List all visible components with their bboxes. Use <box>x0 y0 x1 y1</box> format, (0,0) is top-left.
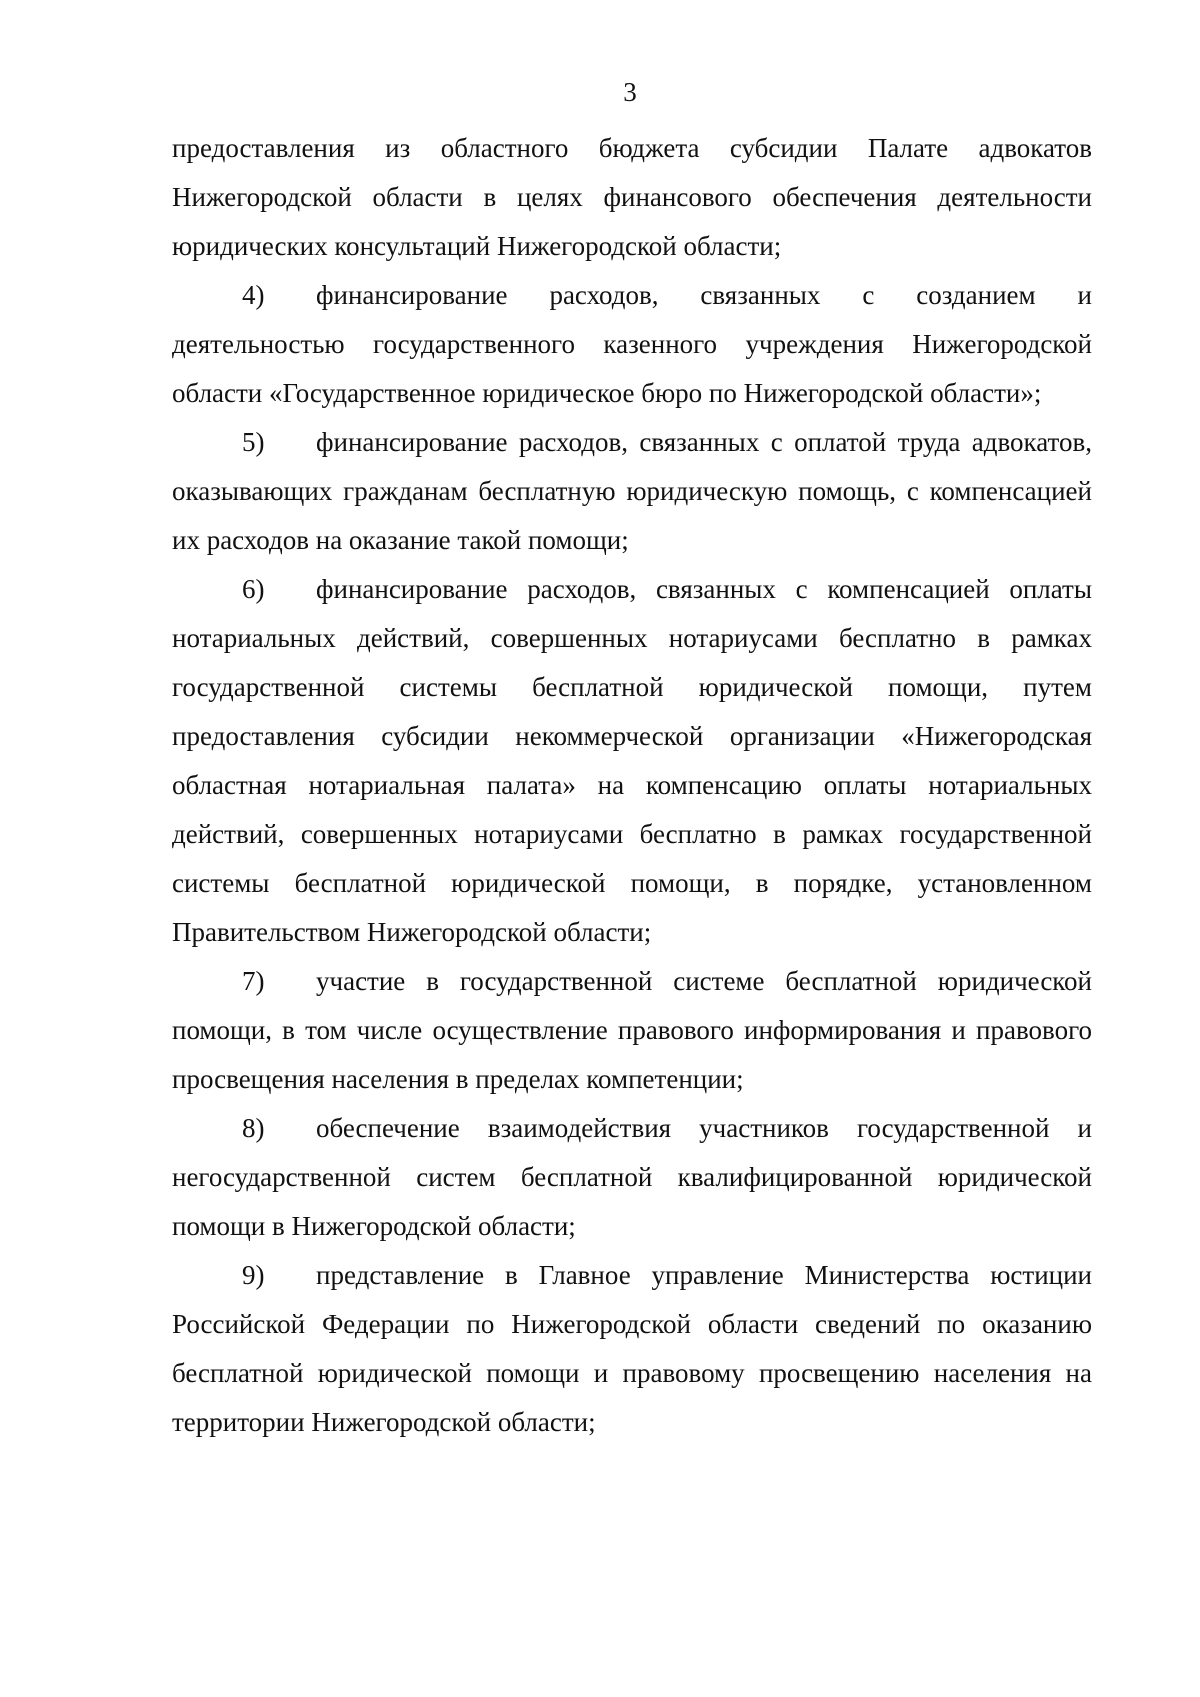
list-item <box>172 565 1092 957</box>
page-number: 3 <box>623 77 637 107</box>
item-text: участие в государственной системе бесплатной юридической помощи, в том числе осуществление правового информирования и правового просвещения населения в пределах компетенции; <box>172 966 1092 1094</box>
list-item <box>172 418 1092 565</box>
list-item <box>172 957 1092 1104</box>
item-text: финансирование расходов, связанных с оплатой труда адвокатов, оказывающих гражданам бесплатную юридическую помощь, с компенсацией их расходов на оказание такой помощи; <box>172 427 1092 555</box>
item-number: 8) <box>242 1113 265 1143</box>
list-item <box>172 1251 1092 1447</box>
item-text: обеспечение взаимодействия участников государственной и негосударственной систем бесплатной квалифицированной юридической помощи в Нижегородской области; <box>172 1113 1092 1241</box>
item-text: представление в Главное управление Министерства юстиции Российской Федерации по Нижегородской области сведений по оказанию бесплатной юридической помощи и правовому просвещению населения на территории Нижегородской области; <box>172 1260 1092 1437</box>
item-number: 4) <box>242 280 265 310</box>
document-body <box>172 124 1092 1447</box>
list-item <box>172 1104 1092 1251</box>
item-number: 7) <box>242 966 265 996</box>
item-number: 9) <box>242 1260 265 1290</box>
intro-paragraph: предоставления из областного бюджета субсидии Палате адвокатов Нижегородской области в целях финансового обеспечения деятельности юридических консультаций Нижегородской области; <box>172 133 1092 261</box>
item-number: 5) <box>242 427 265 457</box>
item-text: финансирование расходов, связанных с созданием и деятельностью государственного казенного учреждения Нижегородской области «Государственное юридическое бюро по Нижегородской области»; <box>172 280 1092 408</box>
item-text: финансирование расходов, связанных с компенсацией оплаты нотариальных действий, совершенных нотариусами бесплатно в рамках государственной системы бесплатной юридической помощи, путем предоставления субсидии некоммерческой организации «Нижегородская областная нотариальная палата» на компенсацию оплаты нотариальных действий, совершенных нотариусами бесплатно в рамках государственной системы бесплатной юридической помощи, в порядке, установленном Правительством Нижегородской области; <box>172 574 1092 947</box>
list-item <box>172 271 1092 418</box>
item-number: 6) <box>242 574 265 604</box>
